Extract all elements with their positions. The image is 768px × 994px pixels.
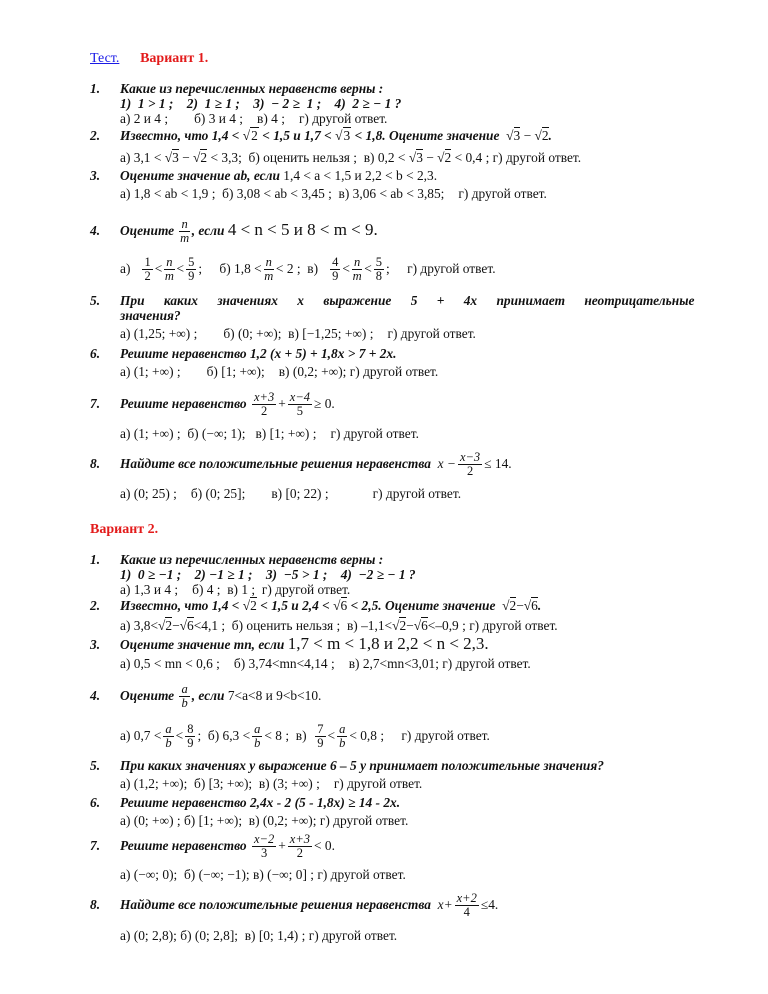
math-text: 2 xyxy=(444,150,452,165)
math-text: г) другой ответ. xyxy=(317,867,406,882)
math-text: − xyxy=(516,598,524,613)
fraction-numerator: 5 xyxy=(375,255,383,270)
math-text: + xyxy=(278,396,286,411)
math-text: б) 6,3 < xyxy=(207,728,251,743)
math-text: в) 0,2 < xyxy=(363,150,406,165)
fraction xyxy=(179,683,189,710)
math-text: 9 xyxy=(187,736,194,751)
fraction xyxy=(186,256,196,283)
math-text: б) (0; +∞); xyxy=(223,326,282,341)
math-text: в) xyxy=(295,728,307,743)
v1-q3-answers xyxy=(120,186,547,202)
math-text: в) [1; +∞) ; xyxy=(255,426,317,441)
fraction xyxy=(315,723,325,750)
math-text: г) другой ответ. xyxy=(308,928,398,943)
math-text: x − xyxy=(437,456,456,471)
fraction xyxy=(352,256,362,283)
math-text: б) [1; +∞); xyxy=(183,813,243,828)
math-text: При каких значениях y выражение 6 – 5 y принимает положительные значения? xyxy=(120,758,604,773)
math-text: в) [−1,25; +∞) ; xyxy=(288,326,374,341)
math-text: m xyxy=(352,269,362,284)
math-text: 2 xyxy=(296,846,303,861)
math-text: а) (1,2; +∞); xyxy=(120,776,188,791)
math-text: г) другой ответ. xyxy=(298,111,388,126)
math-text: а) 3,8< xyxy=(120,618,159,633)
fraction-numerator: 5 xyxy=(188,255,195,270)
math-text: 4 xyxy=(463,905,470,920)
fraction-numerator: x+3 xyxy=(253,390,275,405)
math-text: а) 0,7 < xyxy=(120,728,162,743)
math-text xyxy=(437,450,512,479)
math-text: г) другой ответ. xyxy=(458,186,547,201)
v2-q6-text xyxy=(90,795,400,811)
fraction xyxy=(142,256,152,283)
math-text: Решите неравенство xyxy=(120,838,247,853)
math-text: Оцените xyxy=(120,688,175,703)
math-text: 6 xyxy=(531,598,538,613)
math-text: в) –1,1< xyxy=(346,618,393,633)
math-text: + xyxy=(278,838,286,853)
fraction xyxy=(455,892,479,919)
math-text: 8 xyxy=(375,269,383,284)
math-text: в) 4 ; xyxy=(257,111,285,126)
fraction xyxy=(264,256,274,283)
fraction-numerator: a xyxy=(181,682,188,697)
math-text: ≤4. xyxy=(480,897,499,912)
v1-q8-text xyxy=(90,450,512,478)
v2-q7-text xyxy=(90,832,335,860)
v2-q1-items: 1) 0 ≥ −1 ; 2) −1 ≥ 1 ; 3) −5 > 1 ; 4) −2 ≥ − 1 ? xyxy=(120,567,416,582)
fraction xyxy=(458,451,482,478)
fraction-numerator: 1 xyxy=(144,255,151,270)
math-text: 1,7 < m < 1,8 и 2,2 < n < 2,3. xyxy=(287,634,489,653)
math-text: в) [0; 22) ; xyxy=(271,486,329,501)
math-text: б) (−∞; −1); xyxy=(183,867,250,882)
math-text: в) [0; 1,4) ; xyxy=(244,928,306,943)
math-text: 3 xyxy=(260,846,268,861)
math-text: б) (−∞; 1); xyxy=(187,426,246,441)
fraction xyxy=(288,391,312,418)
math-text: 6 xyxy=(421,618,428,633)
math-text: а) 0,5 < mn < 0,6 ; xyxy=(120,656,220,671)
math-text: в) (0,2; +∞); xyxy=(278,364,347,379)
sqrt: √2 xyxy=(242,128,258,143)
math-text: 2 xyxy=(200,150,208,165)
math-text: Какие из перечисленных неравенств верны : xyxy=(120,552,384,567)
math-text: в) 1 ; xyxy=(227,582,256,597)
fraction xyxy=(337,723,347,750)
fraction xyxy=(179,218,189,245)
math-text: < 2,5. Оцените значение xyxy=(350,598,496,613)
v1-q2-text xyxy=(90,128,552,144)
math-text: 4 < n < 5 и 8 < m < 9. xyxy=(227,220,378,239)
fraction-numerator: x+2 xyxy=(456,891,477,906)
math-text: Решите неравенство 1,2 (x + 5) + 1,8x > 7 + 2x. xyxy=(120,346,397,361)
math-text: 1,4 < a < 1,5 и 2,2 < b < 2,3. xyxy=(283,168,438,183)
fraction-numerator: n xyxy=(265,255,272,270)
question-number: 4. xyxy=(90,223,101,238)
math-text: в) (3; +∞) ; xyxy=(258,776,320,791)
v1-q5-answers xyxy=(120,326,476,342)
v2-q5-text xyxy=(90,758,604,774)
math-text: 2 xyxy=(399,618,407,633)
math-text: Найдите все положительные решения неравенства xyxy=(120,456,431,471)
math-text: x+ xyxy=(437,897,453,912)
math-text: − xyxy=(523,128,532,143)
math-text: Известно, что 1,4 < xyxy=(120,128,240,143)
math-text: г) другой ответ. xyxy=(442,656,531,671)
math-text: b xyxy=(165,736,172,751)
math-text: б) [1; +∞); xyxy=(206,364,265,379)
math-text: б) (0; 25]; xyxy=(190,486,246,501)
fraction-numerator: x+3 xyxy=(289,832,310,847)
math-text: б) 1,8 < xyxy=(219,261,262,276)
v1-q1-items: 1) 1 > 1 ; 2) 1 ≥ 1 ; 3) − 2 ≥ 1 ; 4) 2 ≥ − 1 ? xyxy=(120,96,402,111)
fraction xyxy=(252,391,276,418)
math-text: г) другой ответ. xyxy=(372,486,462,501)
v2-q4-text xyxy=(90,682,321,710)
question-number: 1. xyxy=(90,552,101,567)
math-text: m xyxy=(180,231,190,246)
math-text: . xyxy=(548,128,552,143)
math-text: 3 xyxy=(172,150,179,165)
math-text: 2 xyxy=(466,464,474,479)
math-text: 3 xyxy=(343,128,351,143)
v2-q4-answers: а) 0,7 < $\frac{a}{b}$ < $\frac{8}{9}$ ; б) 6,3 < $\frac{a}{b}$ < 8 ; в) $\frac{7}{9}$ < $\frac{a}{b}$ < 0,8 ; г) другой ответ. xyxy=(120,722,490,751)
question-number: 5. xyxy=(90,293,101,308)
math-text: а) (1,25; +∞) ; xyxy=(120,326,198,341)
math-text: m xyxy=(164,269,174,284)
v1-q7-answers xyxy=(120,426,419,442)
math-text: б) 3,74<mn<4,14 ; xyxy=(233,656,335,671)
math-text: 2 xyxy=(250,598,257,613)
math-text: г) другой ответ. xyxy=(319,813,409,828)
math-text: Какие из перечисленных неравенств верны : xyxy=(120,81,384,96)
math-text: а) (1; +∞) ; xyxy=(120,364,181,379)
question-number: 1. xyxy=(90,81,101,96)
math-text: 7<a<8 и 9<b<10. xyxy=(227,688,322,703)
fraction xyxy=(374,256,384,283)
math-text: <–0,9 ; xyxy=(427,618,466,633)
math-text: б) 3 и 4 ; xyxy=(194,111,244,126)
math-text: Решите неравенство 2,4x - 2 (5 - 1,8x) ≥ 14 - 2x. xyxy=(120,795,401,810)
math-text: < 0,4 ; xyxy=(454,150,490,165)
math-text: m xyxy=(264,269,274,284)
fraction-numerator: a xyxy=(339,722,346,737)
math-text: < 0,8 ; xyxy=(349,728,385,743)
math-text: 2 xyxy=(251,128,258,143)
math-text xyxy=(437,891,499,920)
math-text xyxy=(250,390,335,419)
math-text: √2 xyxy=(242,598,257,613)
question-number: 7. xyxy=(90,838,101,853)
v2-q1-answers xyxy=(120,582,350,598)
fraction-numerator: 7 xyxy=(317,722,324,737)
math-text: а) 1,3 и 4 ; xyxy=(120,582,179,597)
math-text: Оцените значение mn, если xyxy=(120,637,285,652)
math-text: а) 3,1 < xyxy=(120,150,162,165)
math-text: г) другой ответ. xyxy=(349,364,439,379)
variant-1-heading: Вариант 1. xyxy=(140,51,209,66)
v2-q3-answers xyxy=(120,656,531,672)
math-text: 6 xyxy=(340,598,348,613)
math-text: а) (0; 25) ; xyxy=(120,486,177,501)
math-text: < 3,3; xyxy=(210,150,242,165)
v2-q8-text xyxy=(90,891,498,919)
v2-q6-answers xyxy=(120,813,408,829)
question-number: 2. xyxy=(90,598,101,613)
math-text: 3 xyxy=(416,150,423,165)
fraction-numerator: x−4 xyxy=(289,390,310,405)
math-text: 9 xyxy=(332,269,339,284)
v1-q5-text-cont: значения? xyxy=(120,308,181,323)
math-text: , если xyxy=(191,223,225,238)
math-text: < 0. xyxy=(314,838,335,853)
question-number: 3. xyxy=(90,168,101,183)
math-text: 6 xyxy=(187,618,194,633)
v2-q2-text xyxy=(90,598,541,614)
math-text: в) (0,2; +∞); xyxy=(248,813,317,828)
variant-2-heading-row xyxy=(90,521,158,538)
math-text: Оцените значение ab, если xyxy=(120,168,280,183)
math-text: а) (−∞; 0); xyxy=(120,867,178,882)
math-text: < 1,5 и 1,7 < xyxy=(262,128,332,143)
math-text: в) (−∞; 0] ; xyxy=(253,867,314,882)
v1-q1-answers xyxy=(120,111,387,127)
question-number: 4. xyxy=(90,688,101,703)
v2-q8-answers xyxy=(120,928,397,944)
v1-q1-text xyxy=(90,81,383,97)
math-text xyxy=(250,832,335,861)
math-text: г) другой ответ. xyxy=(401,728,490,743)
math-text: а) (0; 2,8); xyxy=(120,928,177,943)
math-text: Известно, что 1,4 < xyxy=(120,598,240,613)
v2-q7-answers xyxy=(120,867,406,883)
fraction xyxy=(163,723,173,750)
math-text: < 8 ; xyxy=(264,728,290,743)
question-number: 8. xyxy=(90,456,101,471)
math-text: √2−√6 xyxy=(498,598,538,613)
math-text: в) 2,7<mn<3,01; xyxy=(348,656,439,671)
math-text: 2 xyxy=(541,128,549,143)
math-text: 2 xyxy=(509,598,517,613)
math-text: в) 3,06 < ab < 3,85; xyxy=(338,186,445,201)
question-number: 6. xyxy=(90,795,101,810)
math-text: б) [3; +∞); xyxy=(194,776,253,791)
math-text: Найдите все положительные решения неравенства xyxy=(120,897,431,912)
math-text: , если xyxy=(191,688,225,703)
math-text: ≥ 0. xyxy=(314,396,335,411)
math-text: б) оценить нельзя ; xyxy=(231,618,341,633)
fraction-numerator: a xyxy=(254,722,261,737)
math-text: а) xyxy=(120,261,131,276)
question-number: 6. xyxy=(90,346,101,361)
math-text: г) другой ответ. xyxy=(469,618,558,633)
math-text: 9 xyxy=(188,269,195,284)
math-text: 2 xyxy=(165,618,173,633)
math-text: г) другой ответ. xyxy=(261,582,351,597)
math-text: г) другой ответ. xyxy=(333,776,423,791)
math-text: 2 xyxy=(144,269,151,284)
v1-q2-answers: а) 3,1 < √3 − √2 < 3,3; б) оценить нельзя ; в) 0,2 < √3 − √2 < 0,4 ; г) другой ответ. xyxy=(120,150,582,165)
v1-q8-answers xyxy=(120,486,461,502)
fraction-numerator: 8 xyxy=(187,722,194,737)
math-text: г) другой ответ. xyxy=(407,261,496,276)
math-text: 2 xyxy=(260,404,268,419)
math-text: б) (0; 2,8]; xyxy=(180,928,239,943)
math-text: ≤ 14. xyxy=(484,456,512,471)
test-link[interactable]: Тест. xyxy=(90,51,120,66)
math-text: 9 xyxy=(317,736,324,751)
v1-q3-text xyxy=(90,168,437,184)
variant-2-heading: Вариант 2. xyxy=(90,522,159,537)
math-text: < 1,5 и 2,4 < xyxy=(260,598,330,613)
math-text: Оцените xyxy=(120,223,175,238)
math-text: в) xyxy=(307,261,319,276)
fraction-numerator: n xyxy=(166,255,173,270)
document-header xyxy=(90,50,208,67)
math-text: б) 4 ; xyxy=(192,582,221,597)
fraction xyxy=(185,723,195,750)
math-text: b xyxy=(254,736,261,751)
math-text: При каких значениях x выражение 5 + 4x принимает неотрицательные xyxy=(120,293,695,308)
fraction-numerator: n xyxy=(353,255,361,270)
math-text: √6 xyxy=(333,598,348,613)
v1-q4-text xyxy=(90,216,378,245)
question-number: 3. xyxy=(90,637,101,652)
math-text: а) 1,8 < ab < 1,9 ; xyxy=(120,186,216,201)
v1-q7-text xyxy=(90,390,335,418)
v2-q3-text xyxy=(90,636,489,653)
question-number: 7. xyxy=(90,396,101,411)
question-number: 2. xyxy=(90,128,101,143)
fraction-numerator: 4 xyxy=(332,255,339,270)
math-text: 5 xyxy=(296,404,303,419)
math-text: . xyxy=(537,598,542,613)
math-text: Решите неравенство xyxy=(120,396,247,411)
math-text: < 2 ; xyxy=(275,261,301,276)
math-text: а) (1; +∞) ; xyxy=(120,426,181,441)
fraction xyxy=(252,833,276,860)
math-text: √3 − √2 xyxy=(502,128,549,143)
math-text: а) 2 и 4 ; xyxy=(120,111,169,126)
fraction-numerator: n xyxy=(181,217,188,232)
question-number: 5. xyxy=(90,758,101,773)
math-text: г) другой ответ. xyxy=(492,150,582,165)
math-text: b xyxy=(181,696,188,711)
math-text: < 1,8. Оцените значение xyxy=(354,128,500,143)
v1-q4-answers: а) $\frac{1}{2}$ < $\frac{n}{m}$ < $\frac{5}{9}$ ; б) 1,8 < $\frac{n}{m}$ < 2 ; в) $\frac{4}{9}$ < $\frac{n}{m}$ < $\frac{5}{8}$ ; г) другой ответ. xyxy=(120,255,496,284)
fraction xyxy=(288,833,312,860)
v1-q6-text xyxy=(90,346,397,362)
math-text: г) другой ответ. xyxy=(387,326,476,341)
sqrt: √3 xyxy=(335,128,351,143)
fraction xyxy=(330,256,340,283)
question-number: 8. xyxy=(90,897,101,912)
math-text: 3 xyxy=(513,128,521,143)
math-text: b xyxy=(339,736,346,751)
v1-q5-text xyxy=(90,293,694,309)
fraction xyxy=(252,723,262,750)
math-text: г) другой ответ. xyxy=(330,426,419,441)
fraction-numerator: x−2 xyxy=(253,832,275,847)
math-text: б) оценить нельзя ; xyxy=(248,150,358,165)
fraction xyxy=(164,256,174,283)
fraction-numerator: x−3 xyxy=(459,450,481,465)
v2-q2-answers: а) 3,8<√2−√6<4,1 ; б) оценить нельзя ; в) –1,1<√2−√6<–0,9 ; г) другой ответ. xyxy=(120,618,558,633)
math-text: б) 3,08 < ab < 3,45 ; xyxy=(222,186,332,201)
v2-q5-answers xyxy=(120,776,422,792)
fraction-numerator: a xyxy=(165,722,172,737)
v2-q1-text xyxy=(90,552,383,568)
math-text: а) (0; +∞) ; xyxy=(120,813,181,828)
v1-q6-answers xyxy=(120,364,438,380)
math-text: <4,1 ; xyxy=(193,618,226,633)
